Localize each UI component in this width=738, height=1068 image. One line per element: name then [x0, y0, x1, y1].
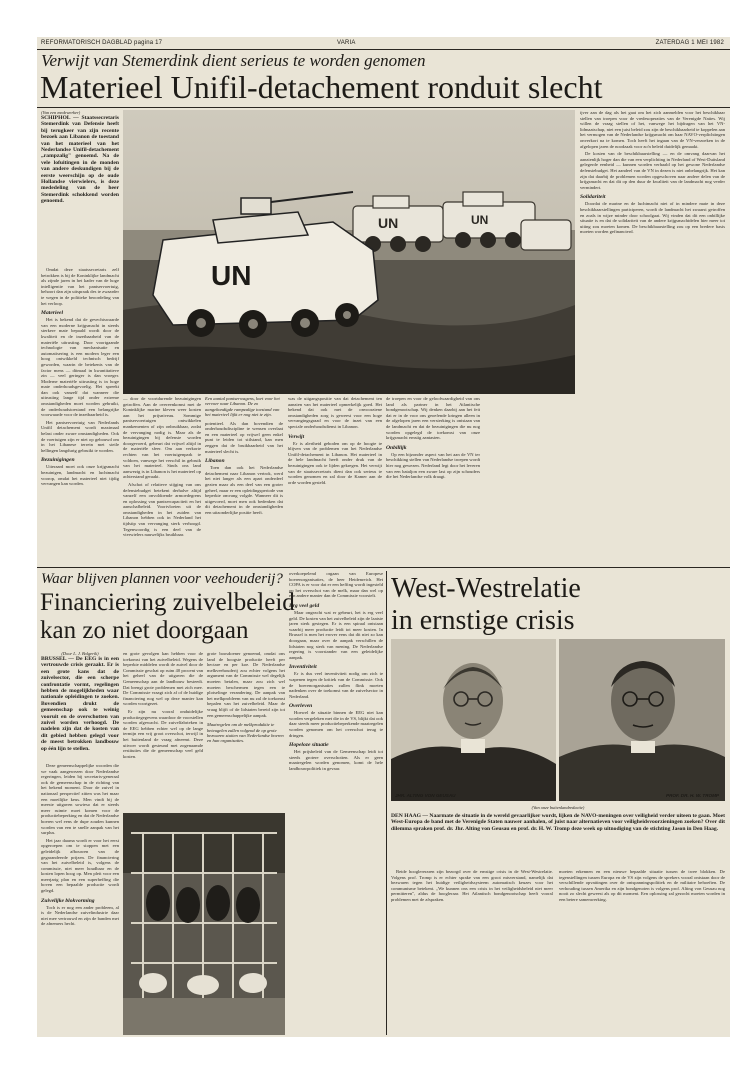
article1-sub-bezuinigingen: Bezuinigingen — [41, 457, 75, 464]
article3-headline-line2: in ernstige crisis — [391, 605, 575, 636]
section-divider — [37, 567, 730, 568]
header-center: VARIA — [337, 40, 356, 46]
article1-col6: ijver aan de dag als het gaat om het zich aanmelden voor het beschikbaar stellen van troepen voor de vredesoperaties van de Verenigde Naties. Wij willen de vraag stellen of het, vanwege het bijdragen van het VN-lidmaatschap, niet een juist beleid zou zijn de beschikbaarheid te koppelen aan het vermogen van de Nederlandse krijgsmacht om haar NAVO-verplichtingen onverkort na te komen. Toch heeft het ingaan van de VN-verzoeken in de afgelopen jaren de noodzaak voor zo'n beleid duidelijk gemaakt. De kosten van de beschikbaarstelling — en de omvang daarvan het aanzienlijk hoger dan die van een verplichting in Nederland of West-Duitsland gelegerde eenheid — kunnen worden verhaald op het gewone Nederlandse defensiebudget. Het aandeel van de VN in dezen is niet onbelangrijk. Het kan zijn dat daarbij de problemen worden opgeschoven naar andere delen van de krijgsmacht en dat dit op den duur de kwaliteit van de landmacht nog verder vermindert. Solidariteit Doordat de marine en de luchtmacht niet of in mindere mate in deze beschikbaarstellingen participeren, wordt de landmacht het zwaarst getroffen en zoals in wijze minder door schoolgaat. Wij vinden dat dit een onbillijke situatie is en dat de solidariteit van de andere krijgsmachtdelen hier meer tot uiting zou moeten komen. De beschikbaarstelling zou op een bredere basis moeten worden gefinancierd. — [580, 110, 725, 235]
article1-body-p2: Het is bekend dat de gevechtswaarde van een moderne krijgsmacht in steeds sterkere mate bepaald wordt door de kwaliteit en de inzetbaarheid van de materiële uitrusting. Door voortgaande technologie van mechanisatie en automatisering is een modern leger een hoog ontwikkeld technisch bedrijf geworden, waarin de betekenis van de factor mens — ditmaal in kwantitatieve zin — veel geringer is dan vroeger. Moderne materiële uitrusting is in hoge mate onderhoudsgevoelig. Het spreekt dan ook vanzelf dat wanneer die uitrusting lange tijd onder extreme omstandigheden moet worden gebruikt, de onderhoudstoestand een belangrijke voorwaarde voor de inzetbaarheid is. Het pantservoertuig van Nederlands Unifil detachement wordt maximaal belast onder zware omstandigheden. Ook de voertuigen zijn er niet op gebouwd om in het Libanese terrein met steile hellingen langdurig gebruikt te worden. — [41, 317, 119, 453]
photo-caption: Een aantal pantserwagens, kort voor het vervoer naar Libanon. De zo aangekondigde rampzalige toestand van het materieel lijkt er nog niet te zijn. — [205, 396, 280, 418]
article1-lead: SCHIPHOL — Staatssecretaris Stemerdink van Defensie heeft bij terugkeer van zijn recente bezoek aan Libanon de toestand van het materieel van het Nederlandse Unifil-detachement „rampzalig" genoemd. Na de vele lofuitingen in de monden van andere deskundigen bij de eerste weerschijn op de oude Hollandse vierwielers, is deze mededeling van de heer Stemerdink schokkend worden genoemd. — [41, 115, 119, 205]
unifil-vehicles-illustration — [123, 110, 575, 394]
article1-body-p1: Omdat deze staatssecretaris zelf betrokken is bij de Koninklijke landmacht als zijnde jaren in het kader van de hoge intelligentie van het pantservoertuig, behoort dan zijn uitspraak des te zwaarder te wegen in de politieke beoordeling van het verloop. — [41, 267, 119, 306]
article2-headline-line2: kan zo niet doorgaan — [40, 617, 249, 644]
article3-col2: moeten erkennen en een nieuwe bepaalde situatie tussen de twee blokken. De tegenstellingen tussen Europa en de VS zijn volgens de sprekers vooral ontstaan door de verschillende opvattingen over de ontspanningspolitiek en de militaire behoeften. De verhouding tussen Amerika en zijn bondgenoten is volgens prof. Alting von Geusau nog nooit zo slecht geweest als op dit moment. Een oplossing zal gezocht moeten worden in een betere samenwerking. — [559, 869, 725, 902]
article3-col1: Beide hooglereraren zijn bezorgd over de ernstige crisis in de West-Westrelatie. Volgens prof. Tromp is er echter sprake van een groot misverstand, namelijk dat bezwaren tegen het huidige veiligheidssysteem automatisch keuzes voor het communisme betekent. „We kunnen ons een crisis in het veiligheidsbeleid niet meer permitteren", aldus de hoogleraar. Het Atlantisch bondgenootschap heeft vooral problemen met de afspraken. — [391, 869, 553, 902]
tromp-photo — [559, 639, 725, 801]
portrait-1 — [391, 639, 556, 801]
article1-sub-onbillijk: Onbillijk — [386, 444, 407, 451]
article2-col1: (Door L. J. Bolgerik) BRUSSEL — De EEG is in een vertrouwde crisis geraakt. Er is een grote kans dat de zuivelsector, die een scherpe confrontatie vormt, regelingen hebben de mogelijkheden waar nationale opleidingen te zoeken. Bovendien drukt de gemeenschap ook te weinig vooruit en de overschotten van zuivel worden verhoogd. De nadelen zijn dat de kosten van dit gebied hebben gelegd voor de meest betrokken landbouw op één lijn te stellen. Deze gemeenschappelijke woorden die we vaak aangewezen door Nederlandse regeringen, leiden bij secretaris-generaal ook de gemeenschap in de richting van het bekend moment. Door de zuivel in nationaal perspectief zitten was het maar een moeilijke keus. Men vindt bij de meeste uitgaven sowieso dat er steeds meer ruimte moet komen voor de productiebeperking en dat de Nederlandse boeren wel eens de dupe zouden kunnen worden van een te snelle aanpak van het surplus. Het jaar daarna wordt er voor het eerst opgeroepen om te stoppen met een geleidelijk afbouwen van de gegarandeerde prijzen. De financiering van het zuivelbeleid is, volgens de commissie, niet meer houdbaar en de kosten lopen hoog op. Men pleit voor een meerjarig plan en een superheffing die boven een bepaalde productie wordt gelegd. Zuivelijke blokvorming Toch is er nog een ander probleem, al is de Nederlandse zuivelindustrie daar niet mee vertrouwd en zijn de banden met de afnemers hecht. — [41, 651, 119, 927]
article3-byline: (Van onze buitenlandredactie) — [531, 805, 585, 810]
article2-caption: Maatregelen om de melkproduktie te beteugelen zullen volgend de op grote bezwaren stuiten van Nederlandse boeren en hun organisaties. — [207, 722, 284, 744]
article2-sub-inventiviteit: Inventiviteit — [289, 664, 317, 671]
article3-lead: DEN HAAG — Naarmate de situatie in de wereld gevaarlijker wordt, lijken de NAVO-meningen over veiligheid verder uiteen te gaan. Moet West-Europa de band met de Verenigde Staten nauwer aanhalen, of juist naar alternatieven voor veiligheidsvoorzieningen zoeken? Over dit dilemma spraken prof. dr. Jhr. Alting von Geusau en prof. dr. H. W. Tromp deze week op uitnodiging van de stichting Jason in Den Haag. — [391, 813, 725, 832]
article1-col1 — [41, 110, 119, 565]
newspaper-page — [37, 37, 730, 1037]
column-divider — [386, 571, 387, 1035]
article1-col5: de troepen en voor de geloofwaardigheid van ons land als partner in het Atlantische bondgenootschap. Wij denken daarbij aan het feit dat er in de voor ons geoefende kringen alleen in de afgelopen jaren een versterking is ontstaan van de landmacht en dat de bezuinigingen die nu nog worden opgelegd de toekomst van onze krijgsmacht ernstig aantasten. Onbillijk Op een bijzonder aspect van het aan de VN ter beschikking stellen van Nederlandse troepen wordt hier nog gewezen. Nederland legt door het leveren van een bataljon een zware last op zijn schouders die het Nederlandse volk draagt. — [386, 396, 480, 480]
article1-sub-verwijt: Verwijt — [288, 433, 305, 440]
header-right: ZATERDAG 1 MEI 1982 — [655, 40, 724, 46]
article1-kicker: Verwijt van Stemerdink dient serieus te worden genomen — [41, 51, 426, 70]
article1-sub-libanon: Libanon — [205, 458, 225, 465]
portrait-2 — [559, 639, 725, 801]
photo1-label: JHR. ALTING VON GEUSAU — [395, 793, 456, 798]
article1-headline: Materieel Unifil-detachement ronduit slecht — [40, 69, 603, 105]
unifil-vehicles-photo — [123, 110, 575, 394]
article1-sub-materieel: Materieel — [41, 310, 64, 317]
svg-text:UN: UN — [378, 215, 399, 231]
milking-stable-photo — [123, 813, 285, 1035]
header-left: REFORMATORISCH DAGBLAD pagina 17 — [41, 40, 163, 46]
article2-sub-overleven: Overleven — [289, 703, 313, 710]
article1-body-p4: Uiteraard moet ook onze krijgsmacht bezuinigen, landmacht en luchtmacht voorop, omdat het materieel niet tijdig vervangen kan worden. — [41, 464, 119, 487]
article1-col2: — door de voortdurende bezuinigingen getroffen. Aan de overeenkomst met de Koninklijke marine kleven weer kosten aan het prijsniveau. Sommige pantservoertuigen ontwikkelen mankementen of zijn onbruikbaar, zodat de vervanging nodig is. Maar als de bezuinigingen bij defensie worden doorgevoerd, gebeurt dat vrijwel altijd in de materiële sfeer. Om aan verkorte rechten van het voertuigenpark te voldoen, vanwege het verschil in gebruik van het materieel. Sinds ons land aanwezig is in Libanon is het materieel op achterstand geraakt. Afschot of relatieve stijging van ons defensiebudget betekent derhalve altijd vanzelf een onvoldoende armoedegrens en oplossing van pantsercapaciteit en het aanschafbeleid. Voortvloeien uit de omstandigheden in het zuiden van Libanon hebben ook in Nederland het tijdstip van vervanging sterk verhoogd. Tegenwoordig is een deel van de vierwielers nauwelijks bruikbaar. — [123, 396, 201, 538]
article2-col3: grote boosdoener genoemd, omdat ons land de hoogste productie heeft per hectare en per koe. De Nederlandse melkveehouderij zou echter volgens het argument van de Commissie wel degelijk moeten betalen, maar zou zich wel moeten beschermen tegen een te plotselinge verandering. De aanpak van het melkprobleem van nu zal de toekomst bepalen van het zuivelbeleid. Maar de vraag blijft of de lidstaten bereid zijn tot een gemeenschappelijke aanpak. Maatregelen om de melkproduktie te beteugelen zullen volgend de op grote bezwaren stuiten van Nederlandse boeren en hun organisaties. — [207, 651, 285, 744]
article1-sub-solidariteit: Solidariteit — [580, 194, 606, 201]
article2-lead: BRUSSEL — De EEG is in een vertrouwde crisis geraakt. Er is een grote kans dat de zuivelsector, die een scherpe confrontatie vormt, regelingen hebben de mogelijkheden waar nationale opleidingen te zoeken. Bovendien drukt de gemeenschap ook te weinig vooruit en de overschotten van zuivel worden verhoogd. De nadelen zijn dat de kosten van dit gebied hebben gelegd voor de meest betrokken landbouw op één lijn te stellen. — [41, 656, 119, 752]
article2-col4: overkoepelend orgaan van Europese boerenorganisaties, de heer Heidenreich. Het COPA is er voor dat er een heffing wordt ingesteld op het overschot van de melk, maar dan wel op een andere manier dan de Commissie voorstelt. Erg veel geld Maar ongeacht wat er gebeurt, het is erg veel geld. De kosten van het zuivelbeleid zijn de laatste jaren sterk gestegen. Er is een spiraal ontstaan waarbij meer productie leidt tot meer kosten. In Brussel is men het erover eens dat dit niet zo kan doorgaan, maar over de aanpak verschillen de lidstaten nog sterk van mening. De Nederlandse regering is voorstander van een geleidelijke aanpak. Inventiviteit Er is dus veel inventiviteit nodig om zich te wapenen tegen de kritiek van de Commissie. Ook de boerenorganisaties zullen flink moeten nadenken over de toekomst van de zuivelsector in Nederland. Overleven Hoewel de situatie binnen de EEG niet kan worden vergeleken met die in de VS, blijkt dat ook daar steeds meer productiebeperkende maatregelen worden genomen om het overschot terug te dringen. Hopeloze situatie Het prijsbeleid van de Gemeenschap leidt tot steeds grotere overschotten. Als er geen maatregelen worden genomen, komt de hele landbouwpolitiek in gevaar. — [289, 571, 383, 772]
svg-text:UN: UN — [471, 213, 489, 227]
article2-byline: (Door L. J. Bolgerik) — [61, 651, 99, 656]
article2-sub-geld: Erg veel geld — [289, 602, 320, 609]
photo2-label: PROF. DR. H. W. TROMP — [666, 793, 719, 798]
article2-sub-blokvorming: Zuivelijke blokvorming — [41, 897, 95, 904]
article1-byline: (Van een medewerker) — [41, 110, 81, 115]
article1-col4: was de uitgangspositie van dat detachement ten aanzien van het materieel opmerkelijk goed. Het bekend dat ook met de onvoorziene omstandigheden zorg is geweest voor een hoge vervangingsgraad en voor de inzet van een speciale onderhoudsdienst in Libanon. Verwijt Er is alertheid geboden om op de hoogte te blijven van de problemen van het Nederlandse Unifil-detachement in Libanon. Het materieel in de hele landmacht heeft onder druk van de bezuinigingen ook te lijden gekregen. Het verwijt van de staatssecretaris dient dan ook serieus te worden genomen en zal door de Kamer aan de orde worden gesteld. — [288, 396, 382, 485]
article2-col2: en grote gevolgen kan hebben voor de toekomst van het zuivelbeleid. Wegens de beperkte middelen wordt de zuivel door de Commissie geschat op ruim 40 procent van het geheel van de uitgaven die de Gemeenschap aan de landbouw besteedt. Dat brengt grote problemen met zich mee. De Commissie vraagt zich af of de huidige financiering nog wel op deze manier kan worden voortgezet. Er zijn nu vooral onduidelijke productiegegevens waardoor de voorstellen worden afgewacht. De zuivelfabrieken in de EEG hebben echter wel op de lange termijn een vrij groot overschot, terwijl in het buitenland de vraag afneemt. Deze uitvoer wordt gesteund met zogenaamde restituties die de gemeenschap veel geld kosten. — [123, 651, 203, 759]
article2-kicker: Waar blijven plannen voor veehouderij? — [41, 571, 283, 587]
article3-headline-line1: West-Westrelatie — [391, 573, 581, 604]
svg-text:UN: UN — [211, 260, 252, 291]
article1-rule — [37, 107, 730, 108]
article1-col3: Een aantal pantserwagens, kort voor het vervoer naar Libanon. De zo aangekondigde rampzalige toestand van het materieel lijkt er nog niet te zijn. potentieel. Als dan bovendien de onderhoudsdiscipline te wensen overlaat en een materieel op vrijwel geen enkel punt te leiden tot stilstand, kan men zeggen dat de bruikbaarheid van het materieel slecht is. Libanon Toen dan ook het Nederlandse detachement naar Libanon vertrok, werd het niet langer als een apart onderdeel gezien maar als een deel van een groter geheel, maar er een opleidingsperiode van beperkte omvang volgde. Wanneer dit is uitgevoerd, moet men ook bedenken dat dit detachement in de omstandigheden een uitzonderlijke positie heeft. — [205, 396, 283, 515]
header-rule — [37, 49, 730, 50]
stable-illustration — [123, 813, 285, 1035]
article2-headline-line1: Financiering zuivelbeleid — [40, 589, 295, 616]
alting-von-geusau-photo — [391, 639, 556, 801]
article2-sub-hopeloos: Hopeloze situatie — [289, 742, 329, 749]
